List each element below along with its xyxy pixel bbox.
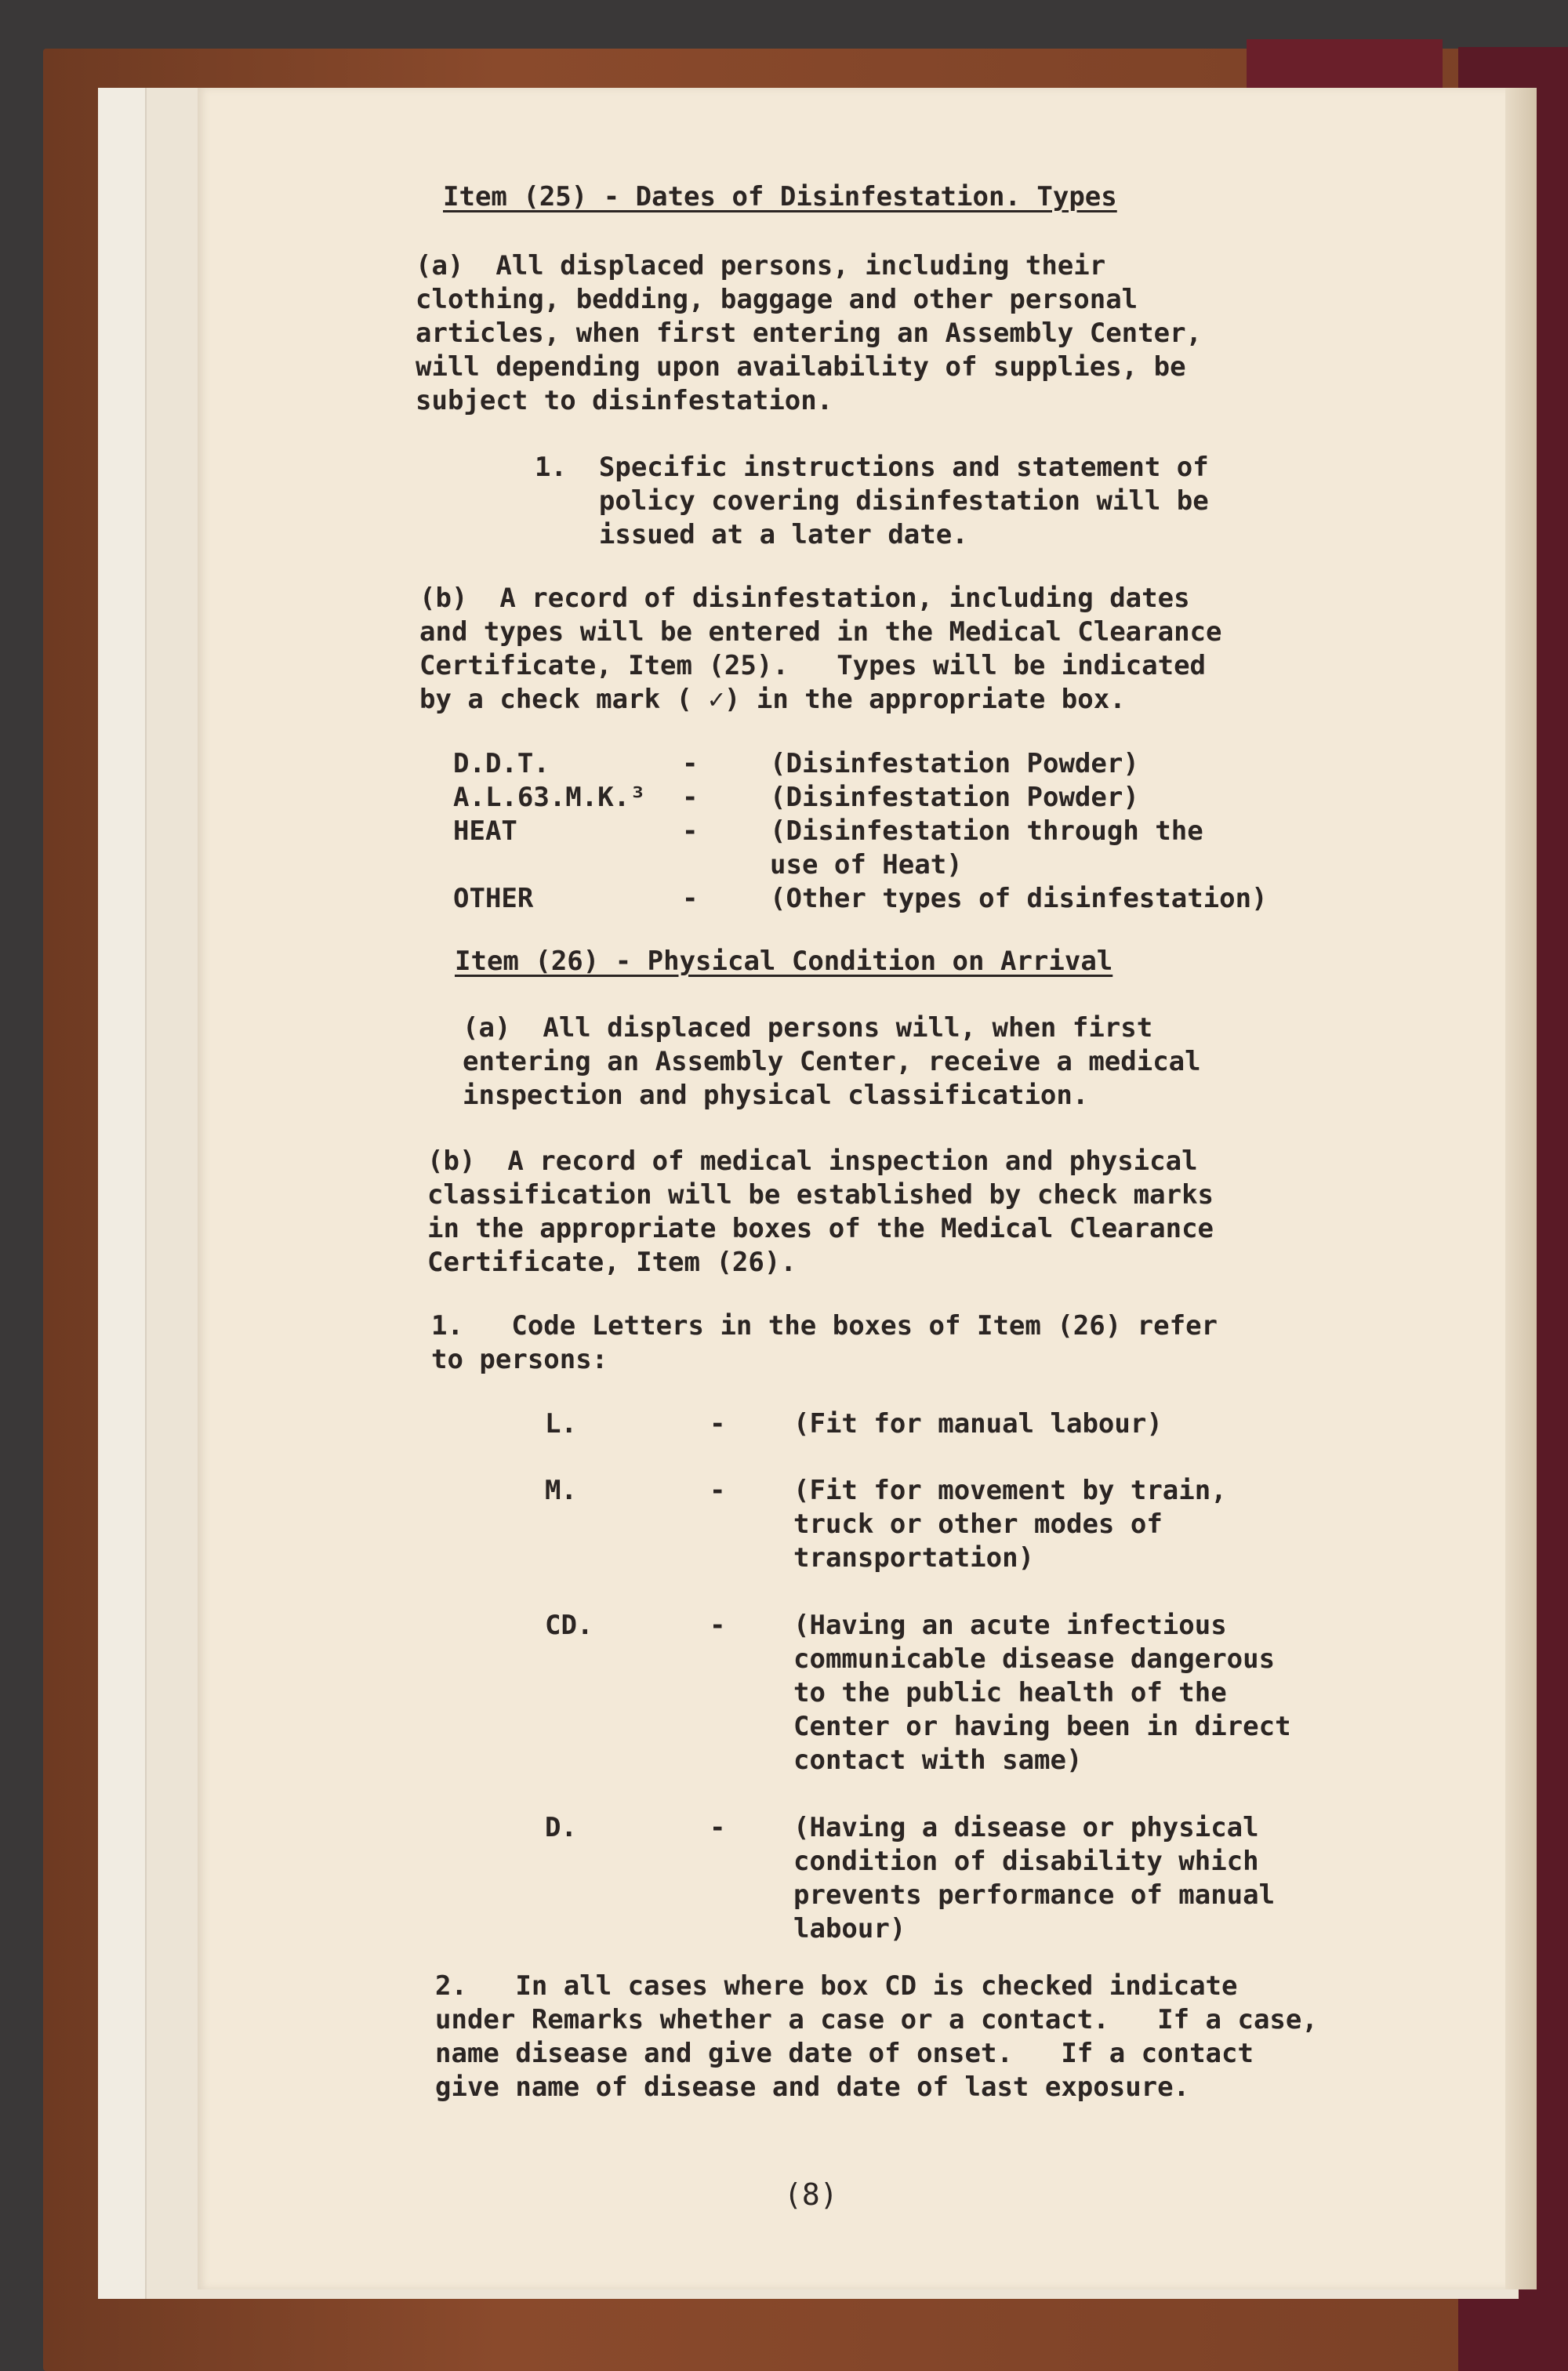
item-25-paragraph-b: (b) A record of disinfestation, including dates and types will be entered in the Medical Clearance Certificate, Item (25). Types will be indicated by a check mark ( ✓) in the appropriate box. [419,583,1222,715]
type-desc: (Disinfestation Powder) [770,782,1139,813]
code-desc: (Fit for manual labour) [793,1408,1163,1440]
item-25-heading: Item (25) - Dates of Disinfestation. Types [443,181,1117,212]
type-code: OTHER [453,883,534,914]
page-gutter [1505,88,1537,2289]
book-spine-top [1247,39,1443,94]
code-letter: L. [545,1408,577,1440]
page-number: (8) [784,2177,838,2212]
type-code: D.D.T. [453,748,550,779]
type-dash: - [682,815,699,847]
type-dash: - [682,782,699,813]
code-dash: - [710,1408,726,1440]
code-desc: (Fit for movement by train, truck or other modes of transportation) [793,1475,1227,1574]
type-dash: - [682,883,699,914]
item-25-sub-1: 1. Specific instructions and statement of policy covering disinfestation will be issued at a later date. [535,452,1209,550]
item-26-paragraph-a: (a) All displaced persons will, when first entering an Assembly Center, receive a medical inspection and physical classification. [463,1012,1201,1111]
item-26-sub-1: 1. Code Letters in the boxes of Item (26) refer to persons: [431,1310,1218,1375]
code-dash: - [710,1610,726,1641]
code-letter: D. [545,1812,577,1843]
code-desc: (Having a disease or physical condition of disability which prevents performance of manual labour) [793,1812,1276,1944]
item-26-sub-2: 2. In all cases where box CD is checked indicate under Remarks whether a case or a contact. If a case, name disease and give date of onset. If a contact give name of disease and date of last exposure. [435,1970,1318,2103]
type-code: A.L.63.M.K.³ [453,782,646,813]
item-26-heading: Item (26) - Physical Condition on Arrival [455,946,1113,977]
type-desc: (Disinfestation Powder) [770,748,1139,779]
code-letter: M. [545,1475,577,1506]
code-dash: - [710,1475,726,1506]
item-26-paragraph-b: (b) A record of medical inspection and physical classification will be established by check marks in the appropriate boxes of the Medical Clearance Certificate, Item (26). [427,1146,1214,1278]
type-dash: - [682,748,699,779]
code-desc: (Having an acute infectious communicable disease dangerous to the public health of the Center or having been in direct contact with same) [793,1610,1291,1776]
item-25-paragraph-a: (a) All displaced persons, including their clothing, bedding, baggage and other personal articles, when first entering an Assembly Center, will depending upon availability of supplies, be subject to disinfestation. [416,250,1203,416]
type-desc: (Other types of disinfestation) [770,883,1268,914]
type-desc: (Disinfestation through the use of Heat) [770,815,1203,881]
code-letter: CD. [545,1610,593,1641]
code-dash: - [710,1812,726,1843]
type-code: HEAT [453,815,517,847]
